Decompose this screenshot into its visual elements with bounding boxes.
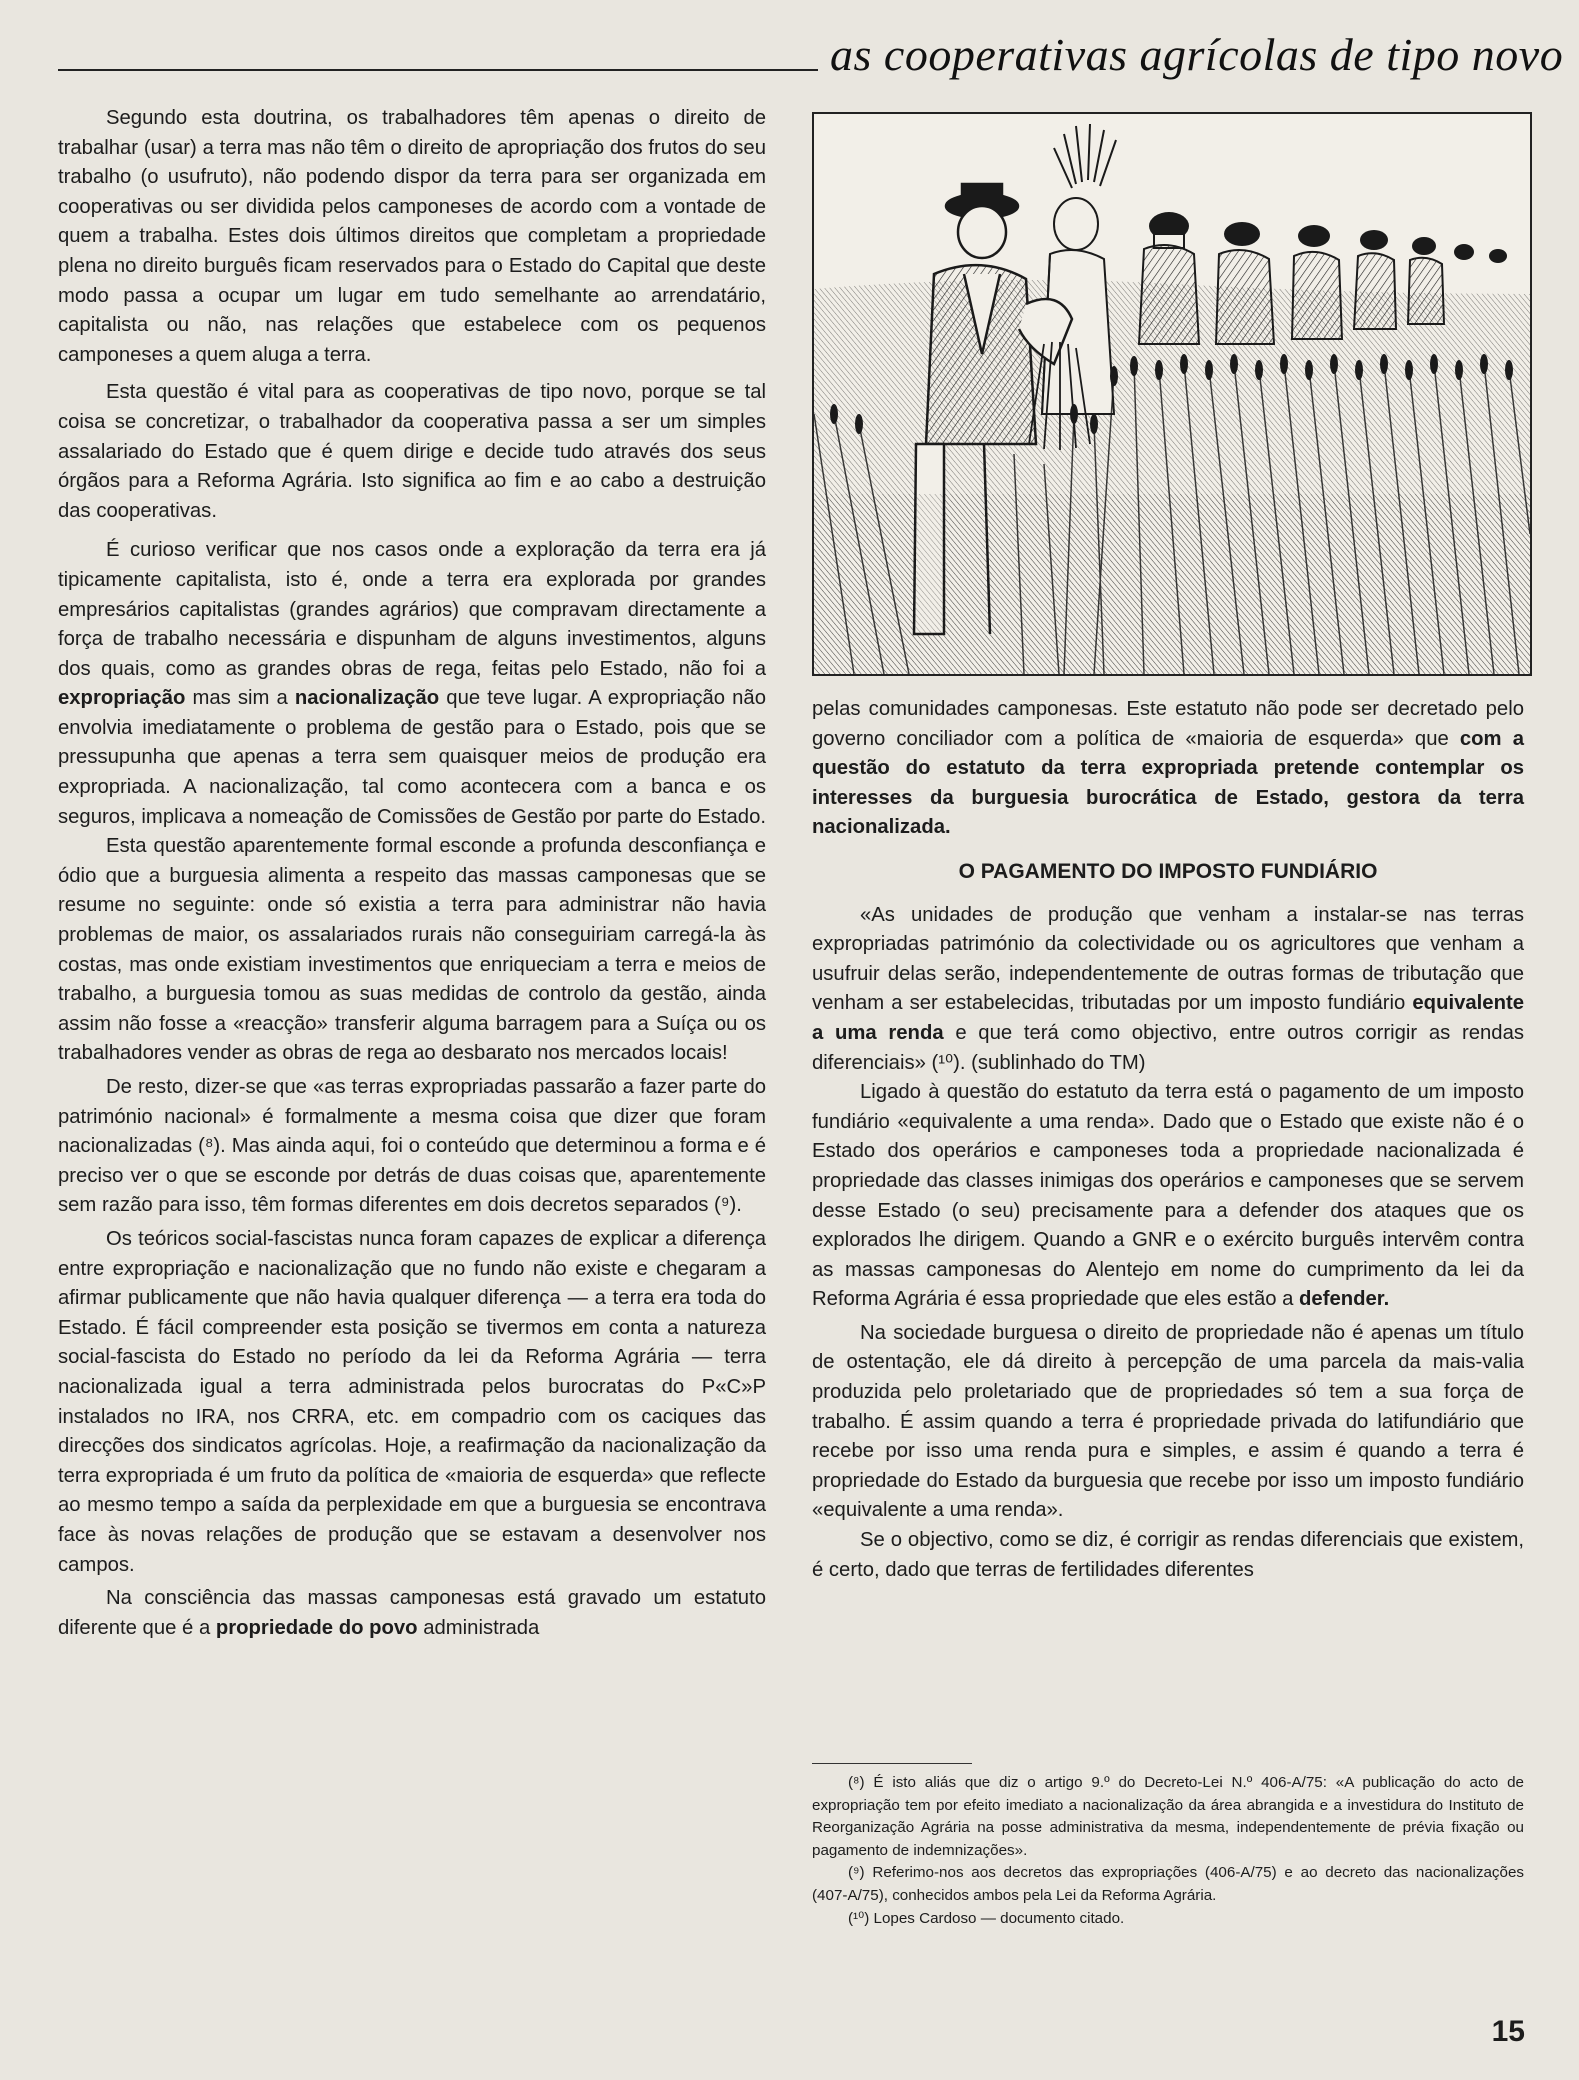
harvest-illustration <box>812 112 1532 676</box>
paragraph: Na consciência das massas camponesas está gravado um estatuto diferente que é a propriedade do povo administrada <box>58 1587 766 1639</box>
left-column <box>58 104 766 1643</box>
emphasis: com a questão do estatuto da terra expropriada pretende contemplar os interesses da burguesia burocrática de Estado, gestora da terra nacionalizada. <box>812 727 1524 839</box>
paragraph: De resto, dizer-se que «as terras expropriadas passarão a fazer parte do património nacional» é formalmente a mesma coisa que dizer que foram nacionalizadas (⁸). Mas ainda aqui, foi o conteúdo que determinou a forma e é preciso ver o que se esconde por detrás de duas coisas que, aparentemente sem razão para isso, têm formas diferentes em dois decretos separados (⁹). <box>58 1076 766 1217</box>
running-title: as cooperativas agrícolas de tipo novo <box>830 29 1564 80</box>
emphasis: equivalente a uma renda <box>812 992 1524 1044</box>
paragraph: É curioso verificar que nos casos onde a exploração da terra era já tipicamente capitalista, isto é, onde a terra era explorada por grandes empresários capitalistas (grandes agrários) que compravam directamente a força de trabalho necessária e dispunham de alguns investimentos, alguns dos quais, como as grandes obras de rega, feitas pelo Estado, não foi a expropriação mas sim a nacionalização que teve lugar. A expropriação não envolvia imediatamente o problema de gestão para o Estado, pois que se pressupunha que apenas a terra sem quaisquer meios de produção era expropriada. A nacionalização, tal como acontecera com a banca e os seguros, implicava a nomeação de Comissões de Gestão por parte do Estado. <box>58 539 766 828</box>
footnote-mark: (⁹) <box>848 1864 865 1882</box>
footnote: (⁹) Referimo-nos aos decretos das expropriações (406-A/75) e ao decreto das nacionalizações (407-A/75), conhecidos ambos pela Lei da Reforma Agrária. <box>812 1864 1524 1904</box>
footnote-mark: (¹⁰) <box>848 1909 870 1927</box>
page-number: 15 <box>1491 2015 1525 2048</box>
footnote-mark: (⁸) <box>848 1774 865 1791</box>
header-rule <box>58 69 818 71</box>
footnote-rule <box>812 1763 972 1764</box>
paragraph: Esta questão é vital para as cooperativas de tipo novo, porque se tal coisa se concretizar, o trabalhador da cooperativa passa a ser um simples assalariado do Estado que é quem dirige e decide tudo através dos seus órgãos para a Reforma Agrária. Isto significa ao fim e ao cabo a destruição das cooperativas. <box>58 381 766 522</box>
footnotes <box>812 1763 1524 1930</box>
paragraph: Ligado à questão do estatuto da terra está o pagamento de um imposto fundiário «equivalente a uma renda». Dado que o Estado que existe não é o Estado dos operários e camponeses toda a propriedade nacionalizada é propriedade das classes inimigas dos operários e camponeses que se servem desse Estado (o seu) precisamente para a defender dos ataques que os explorados lhe dirigem. Quando a GNR e o exército burguês intervêm contra as massas camponesas do Alentejo em nome do cumprimento da lei da Reforma Agrária é essa propriedade que eles estão a defender. <box>812 1081 1524 1311</box>
emphasis: propriedade do povo <box>215 1616 418 1639</box>
paragraph: pelas comunidades camponesas. Este estatuto não pode ser decretado pelo governo conciliador com a política de «maioria de esquerda» que com a questão do estatuto da terra expropriada pretende contemplar os interesses da burguesia burocrática de Estado, gestora da terra nacionalizada. <box>812 698 1524 839</box>
wheat-harvest-icon <box>814 114 1530 674</box>
paragraph: Na sociedade burguesa o direito de propriedade não é apenas um título de ostentação, ele dá direito à percepção de uma parcela da mais-valia produzida pelo proletariado que de propriedades só tem a sua força de trabalho. É assim quando a terra é propriedade privada do latifundiário que recebe por isso uma renda pura e simples, e assim é quando a terra é propriedade do Estado da burguesia que recebe por isso um imposto fundiário «equivalente a uma renda». <box>812 1321 1524 1522</box>
emphasis: defender. <box>1299 1288 1390 1311</box>
emphasis: expropriação <box>58 687 186 710</box>
paragraph: Esta questão aparentemente formal esconde a profunda desconfiança e ódio que a burguesia alimenta a respeito das massas camponesas que se resume no seguinte: onde só existia a terra para administrar não havia problemas de maior, os assalariados rurais não conseguiriam carregá-la às costas, mas onde existiam investimentos que enriqueciam a terra e meios de trabalho, a burguesia tomou as suas medidas de controlo da gestão, ainda assim não fosse a «reacção» transferir alguma barragem para a Suíça ou os trabalhadores vender as obras de rega ao desbarato nos mercados locais! <box>58 835 766 1065</box>
footnote: (¹⁰) Lopes Cardoso — documento citado. <box>848 1909 1125 1927</box>
emphasis: nacionalização <box>294 687 440 710</box>
footnote: (⁸) É isto aliás que diz o artigo 9.º do Decreto-Lei N.º 406-A/75: «A publicação do acto de expropriação tem por efeito imediato a nacionalização da área abrangida e a investidura do Instituto de Reorganização Agrária na posse administrativa da mesma, independentemente de prévia fixação ou pagamento de indemnizações». <box>812 1774 1524 1859</box>
paragraph: Os teóricos social-fascistas nunca foram capazes de explicar a diferença entre expropriação e nacionalização que no fundo não existe e chegaram a afirmar publicamente que não havia qualquer diferença — a terra era toda do Estado. É fácil compreender esta posição se tivermos em conta a natureza social-fascista do Estado no período da lei da Reforma Agrária — terra nacionalizada igual a terra administrada pelos burocratas do P«C»P instalados no IRA, nos CRRA, etc. em compadrio com os caciques das direcções dos sindicatos agrícolas. Hoje, a reafirmação da nacionalização da terra expropriada é um fruto da política de «maioria de esquerda» que reflecte ao mesmo tempo a saída da perplexidade em que a burguesia se encontrava face às novas relações de produção que se estavam a desenvolver nos campos. <box>58 1227 766 1576</box>
paragraph: Segundo esta doutrina, os trabalhadores têm apenas o direito de trabalhar (usar) a terra mas não têm o direito de apropriação dos frutos do seu trabalho (o usufruto), não podendo dispor da terra para ser organizada em cooperativas ou ser dividida pelos camponeses de acordo com a vontade de quem a trabalha. Estes dois últimos direitos que completam a propriedade plena no direito burguês ficam reservados para o Estado do Capital que deste modo passa a ocupar um lugar em tudo semelhante ao arrendatário, capitalista ou não, nas relações que estabelece com os pequenos camponeses a quem aluga a terra. <box>58 107 766 366</box>
quotation-paragraph: «As unidades de produção que venham a instalar-se nas terras expropriadas património da colectividade ou os agricultores que venham a usufruir delas serão, independentemente de outras formas de tributação que venham a ser estabelecidas, tributadas por um imposto fundiário equivalente a uma renda e que terá como objectivo, entre outros corrigir as rendas diferenciais» (¹⁰). (sublinhado do TM) <box>812 903 1525 1074</box>
right-column <box>812 695 1524 1585</box>
paragraph: Se o objectivo, como se diz, é corrigir as rendas diferenciais que existem, é certo, dado que terras de fertilidades diferentes <box>812 1529 1524 1581</box>
section-heading: O PAGAMENTO DO IMPOSTO FUNDIÁRIO <box>958 859 1378 883</box>
